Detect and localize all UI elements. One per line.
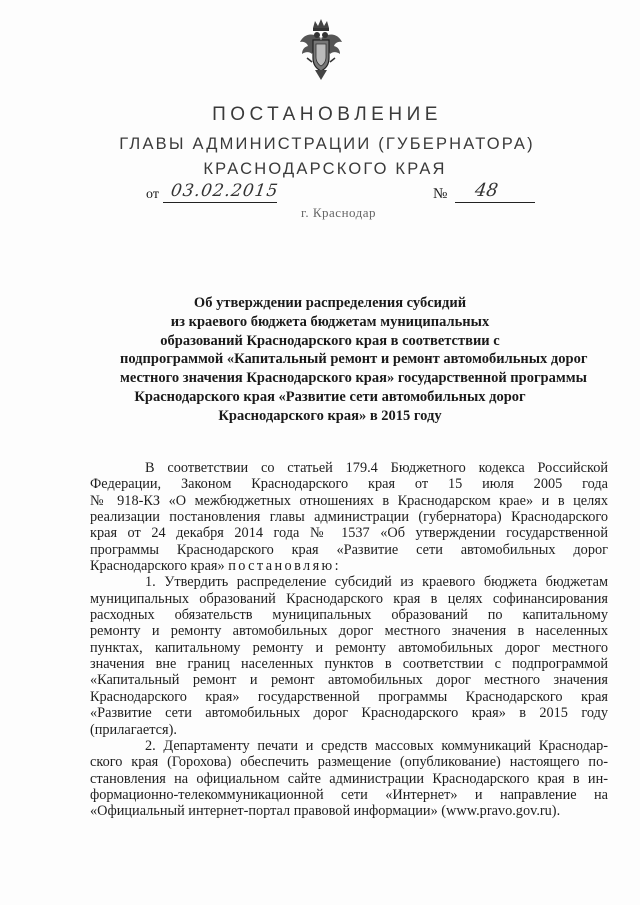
title-line: Краснодарского края» в 2015 году xyxy=(218,407,442,424)
body-line xyxy=(90,558,608,574)
body-line-prefix: Краснодарского края» xyxy=(90,558,225,575)
body-line: 1. Утвердить распределение субсидий из краевого бюджета бюджетам xyxy=(145,574,608,591)
body-line: реализации постановления главы администрации (губернатора) Краснодарского xyxy=(90,509,608,526)
title-line: местного значения Краснодарского края» государственной программы xyxy=(120,370,587,387)
document-type-heading: ПОСТАНОВЛЕНИЕ xyxy=(212,104,442,125)
title-line: Краснодарского края «Развитие сети автомобильных дорог xyxy=(134,388,526,405)
date-underline xyxy=(163,202,277,203)
handwritten-date: 03.02.2015 xyxy=(169,181,280,201)
body-line: «Капитальный ремонт и ремонт автомобильных дорог местного значения xyxy=(90,672,608,689)
issuer-heading-line2: КРАСНОДАРСКОГО КРАЯ xyxy=(203,160,447,178)
city-label: г. Краснодар xyxy=(301,205,377,220)
body-line: значения вне границ населенных пунктов в соответствии с подпрограммой xyxy=(90,656,608,673)
body-line: 2. Департаменту печати и средств массовых коммуникаций Краснодар- xyxy=(145,737,608,754)
body-line: программы Краснодарского края «Развитие сети автомобильных дорог xyxy=(90,541,608,558)
body-line: (прилагается). xyxy=(90,721,177,738)
body-line: В соответствии со статьей 179.4 Бюджетного кодекса Российской xyxy=(145,460,608,476)
document-body xyxy=(90,460,608,820)
number-underline xyxy=(455,202,535,203)
body-line: ского края (Горохова) обеспечить размещение (опубликование) настоящего по- xyxy=(90,754,608,771)
title-line: подпрограммой «Капитальный ремонт и ремонт автомобильных дорог xyxy=(120,351,588,368)
body-line: «Развитие сети автомобильных дорог Краснодарского края» в 2015 году xyxy=(90,705,608,722)
number-label: № xyxy=(433,186,448,202)
body-line: формационно-телекоммуникационной сети «Интернет» и направление на xyxy=(90,786,608,803)
clause-1-paragraph xyxy=(90,574,608,737)
body-line: Федерации, Законом Краснодарского края от 15 июля 2005 года xyxy=(90,476,608,493)
body-line: расходных обязательств муниципальных образований по капитальному xyxy=(90,607,608,624)
title-line: образований Краснодарского края в соответствии с xyxy=(160,332,500,349)
body-line: становления на официальном сайте администрации Краснодарского края в ин- xyxy=(90,770,608,787)
body-line: ремонту и ремонту автомобильных дорог местного значения в населенных xyxy=(90,623,608,640)
preamble-paragraph xyxy=(90,460,608,574)
krasnodar-coat-of-arms-icon xyxy=(298,18,344,82)
handwritten-number: 48 xyxy=(473,180,500,201)
body-line: «Официальный интернет-портал правовой информации» (www.pravo.gov.ru). xyxy=(90,803,561,820)
resolution-word: постановляю: xyxy=(228,558,342,575)
date-label: от xyxy=(146,187,159,202)
document-title xyxy=(120,294,588,426)
issuer-heading-line1: ГЛАВЫ АДМИНИСТРАЦИИ (ГУБЕРНАТОРА) xyxy=(119,135,535,153)
body-line: муниципальных образований Краснодарского края в целях софинансирования xyxy=(90,590,608,607)
body-line: № 918-КЗ «О межбюджетных отношениях в Краснодарском крае» и в целях xyxy=(90,492,608,509)
title-line: Об утверждении распределения субсидий xyxy=(193,295,467,311)
title-line: из краевого бюджета бюджетам муниципальных xyxy=(170,313,490,330)
body-line: края от 24 декабря 2014 года № 1537 «Об утверждении государственной xyxy=(90,525,608,542)
body-line: Краснодарского края» государственной программы Краснодарского края xyxy=(90,688,608,705)
body-line: пунктах, капитальному ремонту и ремонту автомобильных дорог местного xyxy=(90,639,608,656)
clause-2-paragraph xyxy=(90,738,608,820)
